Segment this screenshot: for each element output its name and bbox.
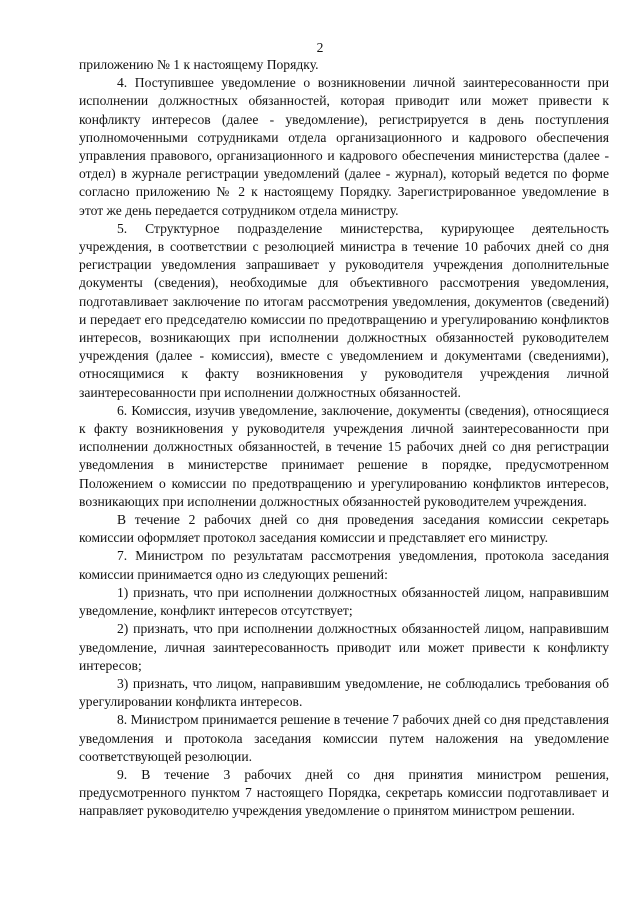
paragraph-item-4: 4. Поступившее уведомление о возникновении личной заинтересованности при исполнении должностных обязанностей, которая приводит или может привести к конфликту интересов (далее - уведомление), регистрируется в день поступления уполномоченными сотрудниками отдела организационного и кадрового обеспечения управления правового, организационного и кадрового обеспечения министерства (далее - отдел) в журнале регистрации уведомлений (далее - журнал), который ведется по форме согласно приложению № 2 к настоящему Порядку. Зарегистрированное уведомление в этот же день передается сотрудником отдела министру. [79,75,609,218]
paragraph-secretary-protocol: В течение 2 рабочих дней со дня проведения заседания комиссии секретарь комиссии оформляет протокол заседания комиссии и представляет его министру. [79,512,609,546]
paragraph-item-5: 5. Структурное подразделение министерства, курирующее деятельность учреждения, в соответствии с резолюцией министра в течение 10 рабочих дней со дня регистрации уведомления запрашивает у руководителя учреждения дополнительные документы (сведения), необходимые для объективного рассмотрения уведомления, подготавливает заключение по итогам рассмотрения уведомления, документов (сведений) и передает его председателю комиссии по предотвращению и урегулированию конфликтов интересов, возникающих при исполнении должностных обязанностей руководителем учреждения (далее - комиссия), вместе с уведомлением и документами (сведениями), относящимися к факту возникновения у руководителя учреждения личной заинтересованности при исполнении должностных обязанностей. [79,220,609,400]
paragraph-item-7: 7. Министром по результатам рассмотрения уведомления, протокола заседания комиссии принимается одно из следующих решений: [79,548,609,582]
paragraph-item-8: 8. Министром принимается решение в течение 7 рабочих дней со дня представления уведомления и протокола заседания комиссии путем наложения на уведомление соответствующей резолюции. [79,712,609,764]
document-body [79,56,609,821]
paragraph-decision-1: 1) признать, что при исполнении должностных обязанностей лицом, направившим уведомление, конфликт интересов отсутствует; [79,584,609,619]
page-number: 2 [316,40,324,55]
paragraph-item-6: 6. Комиссия, изучив уведомление, заключение, документы (сведения), относящиеся к факту возникновения у руководителя учреждения личной заинтересованности при исполнении должностных обязанностей, в течение 15 рабочих дней со дня регистрации уведомления в министерстве принимает решение в порядке, предусмотренном Положением о комиссии по предотвращению и урегулированию конфликтов интересов, возникающих при исполнении должностных обязанностей руководителем учреждения. [79,402,609,509]
paragraph-continuation: приложению № 1 к настоящему Порядку. [79,57,319,72]
paragraph-item-9: 9. В течение 3 рабочих дней со дня принятия министром решения, предусмотренного пунктом 7 настоящего Порядка, секретарь комиссии подготавливает и направляет руководителю учреждения уведомление о принятом министром решении. [79,766,609,819]
paragraph-decision-3: 3) признать, что лицом, направившим уведомление, не соблюдались требования об урегулировании конфликта интересов. [79,675,609,710]
paragraph-decision-2: 2) признать, что при исполнении должностных обязанностей лицом, направившим уведомление, личная заинтересованность приводит или может привести к конфликту интересов; [79,621,609,673]
